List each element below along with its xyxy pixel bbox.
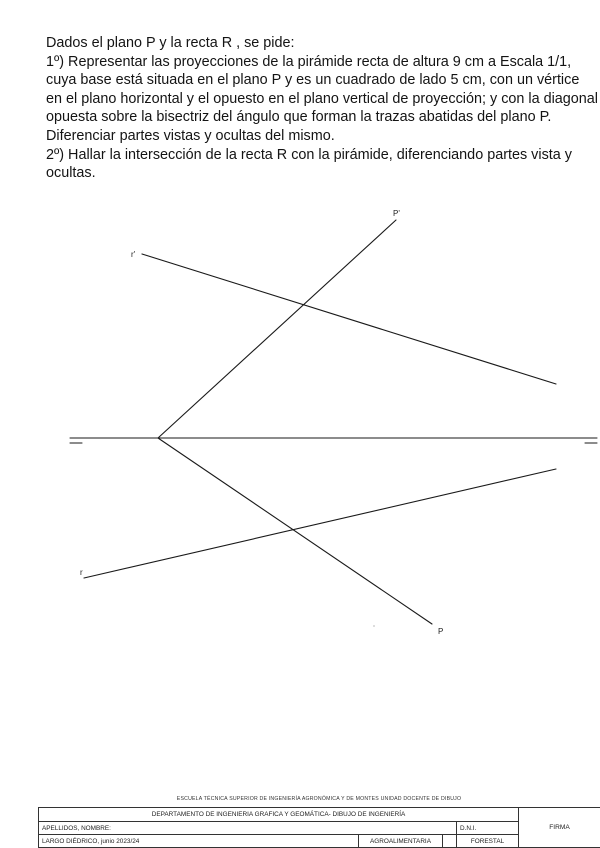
label-r-vertical: r' [131, 250, 136, 259]
line-r-horizontal-projection [84, 469, 556, 578]
dni-label: D.N.I. [460, 824, 477, 832]
problem-statement [46, 34, 598, 183]
plane-p-horizontal-trace [158, 438, 432, 624]
plane-p-vertical-trace [158, 220, 396, 438]
line-r-vertical-projection [142, 254, 556, 384]
statement-intro: Dados el plano P y la recta R , se pide: [46, 35, 295, 51]
school-name: ESCUELA TÉCNICA SUPERIOR DE INGENIERÍA AGRONÓMICA Y DE MONTES UNIDAD DOCENTE DE DIBUJO [176, 796, 462, 802]
identification-table [38, 807, 600, 848]
exam-title: LARGO DIÉDRICO, junio 2023/24 [39, 835, 359, 848]
answer-sheet-footer [38, 796, 600, 848]
department-name: DEPARTAMENTO DE INGENIERIA GRAFICA Y GEOMÁTICA- DIBUJO DE INGENIERÍA [39, 808, 519, 822]
statement-part-2: 2º) Hallar la intersección de la recta R con la pirámide, diferenciando partes vista y ocultas. [46, 146, 572, 182]
label-p-horizontal: P [438, 627, 444, 636]
label-p-vertical: P' [393, 209, 400, 218]
dni-field[interactable] [457, 822, 519, 835]
descriptive-geometry-drawing [0, 200, 600, 660]
checkbox-cell[interactable] [443, 835, 457, 848]
forestal-option[interactable]: FORESTAL [457, 835, 519, 848]
name-label: APELLIDOS, NOMBRE: [42, 824, 111, 832]
statement-part-1: 1º) Representar las proyecciones de la pirámide recta de altura 9 cm a Escala 1/1, cuya base está situada en el plano P y es un cuadrado de lado 5 cm, con un vértice en el plano horizontal y el opuesto en el plano vertical de proyección; y con la diagonal opuesta sobre la bisectriz del ángulo que forman la trazas abatidas del plano P. Diferenciar partes vistas y ocultas del mismo. [46, 53, 599, 144]
signature-label: FIRMA [549, 824, 570, 831]
label-r-horizontal: r [80, 568, 83, 577]
paper-speck [373, 625, 374, 626]
signature-box[interactable] [519, 808, 600, 848]
agro-option[interactable]: AGROALIMENTARIA [359, 835, 443, 848]
name-field[interactable] [39, 822, 457, 835]
